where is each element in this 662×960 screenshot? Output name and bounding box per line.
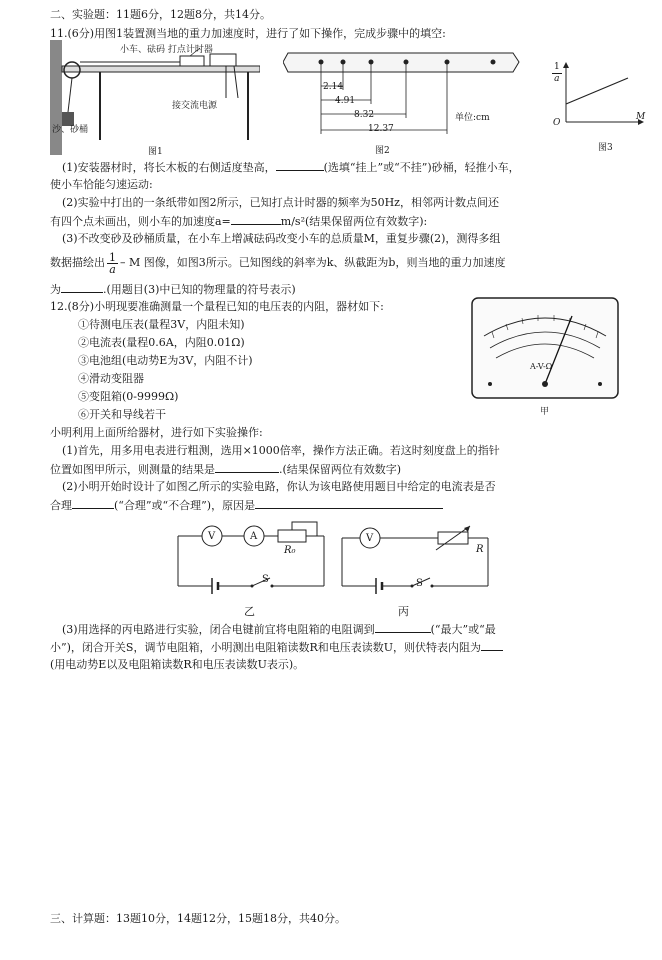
circuit-yi-ammeter-label: A [250,531,258,542]
q12-part1-line2 [50,462,401,477]
q11-part3-text-b: – M 图像，如图3所示。已知图线的斜率为k、纵截距为b，则当地的重力加速度 [120,256,506,269]
q12-item-2: ②电流表(量程0.6A，内阻0.01Ω) [78,336,245,349]
figure-2-paper-tape [283,48,523,140]
figure-3-y-label [552,62,562,85]
figure-multimeter [470,296,620,400]
q11-part2-line2 [50,214,427,229]
tape-unit: 单位:cm [455,113,490,123]
q11-part3-line3 [50,282,296,297]
figure-1-label-cart-timer: 小车、砝码 打点计时器 [120,45,213,55]
q12-item-6: ⑥开关和导线若干 [78,408,166,421]
section-3-header: 三、计算题：13题10分，14题12分，15题18分，共40分。 [50,912,346,925]
q11-part1-text-a: (1)安装器材时，将长木板的右侧适度垫高， [62,161,276,174]
q12-part2-answer-blank-2[interactable] [255,498,443,509]
q12-part2-line2 [50,498,443,513]
circuit-bing-switch-label: S [416,578,423,589]
figure-2-caption: 图2 [375,146,390,156]
q11-part3-line2 [50,250,505,276]
q12-part1-answer-blank[interactable] [215,462,279,473]
q12-part3-answer-blank-2[interactable] [481,640,503,651]
figure-3-y-numerator: 1 [554,62,560,72]
q11-part1-cont: 使小车恰能匀速运动: [50,178,153,191]
figure-3-origin: O [553,118,561,128]
q12-part3-text-a: (3)用选择的丙电路进行实验，闭合电键前宜将电阻箱的电阻调到 [62,623,375,636]
q12-part1-line1: (1)首先，用多用电表进行粗测，选用×1000倍率，操作方法正确。若这时刻度盘上的指针 [62,444,500,457]
q11-part3-text-d: .(用题目(3)中已知的物理量的符号表示) [103,283,296,296]
section-2-header: 二、实验题：11题6分，12题8分，共14分。 [50,8,271,21]
figure-1-label-bucket: 沙、砂桶 [52,125,89,135]
circuit-bing-voltmeter-label: V [366,533,374,544]
q12-part3-line3: (用电动势E以及电阻箱读数R和电压表读数U表示)。 [50,658,305,671]
q11-part1-answer-blank[interactable] [276,160,324,171]
q11-part3-fraction-num: 1 [109,250,116,264]
multimeter-label: A-V-Ω [530,362,553,371]
q12-item-5: ⑤变阻箱(0-9999Ω) [78,390,179,403]
q12-part3-line2 [50,640,503,655]
q12-part3-text-c: 小”)，闭合开关S，调节电阻箱，小明测出电阻箱读数R和电压表读数U，则伏特表内阻为 [50,641,482,654]
q12-part2-answer-blank-1[interactable] [72,498,114,509]
q11-part2-text-b: m/s²(结果保留两位有效数字): [280,215,428,228]
circuit-bing-r-label: R [476,544,484,555]
q11-part3-line1: (3)不改变砂及砂桶质量，在小车上增减砝码改变小车的总质量M，重复步骤(2)，测得多组 [62,232,501,245]
circuit-yi-r0-label: R₀ [284,545,296,556]
circuit-yi-caption: 乙 [244,605,255,618]
circuit-bing [336,524,494,602]
q11-part2-text-a: 有四个点未画出，则小车的加速度a= [50,215,231,228]
q11-part3-fraction [107,252,118,275]
q11-part3-answer-blank[interactable] [61,282,103,293]
q11-part2-answer-blank[interactable] [231,214,281,225]
circuit-bing-caption: 丙 [398,605,409,618]
figure-3-graph [548,60,648,130]
q12-intro: 小明利用上面所给器材，进行如下实验操作: [50,426,263,439]
q12-item-1: ①待测电压表(量程3V，内阻未知) [78,318,245,331]
q12-part1-text-b: .(结果保留两位有效数字) [279,463,402,476]
q11-part3-text-a: 数据描绘出 [50,256,105,269]
tape-distance-2: 4.91 [335,96,356,106]
circuit-yi-voltmeter-label: V [208,531,216,542]
q11-part1 [62,160,520,175]
figure-3-x-label: M [636,112,646,122]
q12-part3-line1 [62,622,496,637]
figure-1-apparatus [50,40,260,155]
q11-part3-fraction-den: a [109,262,116,276]
q12-stem: 12.(8分)小明现要准确测量一个量程已知的电压表的内阻，器材如下: [50,300,384,313]
q12-part2-text-b: (“合理”或“不合理”)，原因是 [114,499,256,512]
tape-distance-3: 8.32 [354,110,375,120]
figure-3-caption: 图3 [598,143,613,153]
q11-part2-line1: (2)实验中打出的一条纸带如图2所示，已知打点计时器的频率为50Hz，相邻两计数点间还 [62,196,499,209]
multimeter-caption: 甲 [540,407,550,417]
q12-part1-text-a: 位置如图甲所示，则测量的结果是 [50,463,215,476]
q11-part3-text-c: 为 [50,283,61,296]
q11-stem: 11.(6分)用图1装置测当地的重力加速度时，进行了如下操作，完成步骤中的填空: [50,27,446,40]
q12-part2-line1: (2)小明开始时设计了如图乙所示的实验电路，你认为该电路使用题目中给定的电流表是否 [62,480,496,493]
q12-part2-text-a: 合理 [50,499,72,512]
q11-part1-text-b: (选填“挂上”或“不挂”)砂桶，轻推小车， [323,161,520,174]
q12-part3-answer-blank-1[interactable] [375,622,431,633]
figure-1-caption: 图1 [148,147,163,157]
tape-distance-1: 2.14 [323,82,344,92]
figure-3-y-denominator: a [554,74,560,84]
tape-distance-4: 12.37 [368,124,394,134]
q12-item-4: ④滑动变阻器 [78,372,144,385]
q12-item-3: ③电池组(电动势E为3V，内阻不计) [78,354,253,367]
circuit-yi-switch-label: S [262,574,269,585]
figure-1-label-power: 接交流电源 [172,101,218,111]
q12-part3-text-b: (“最大”或“最 [430,623,496,636]
